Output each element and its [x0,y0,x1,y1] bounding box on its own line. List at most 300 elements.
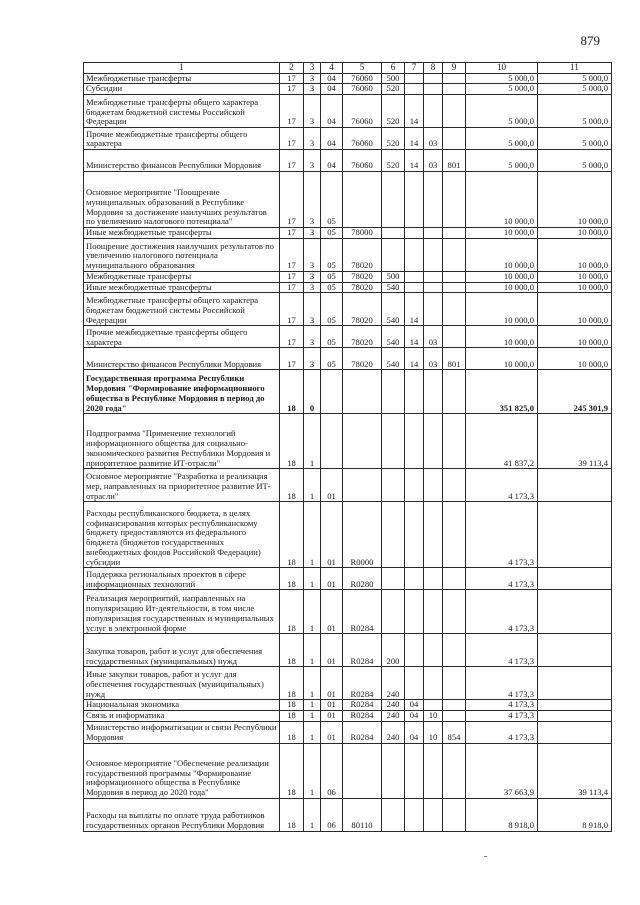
header-cell: 9 [443,63,466,74]
code-4: 04 [321,84,343,95]
code-3: 3 [304,293,321,326]
code-9 [443,370,466,414]
code-8 [424,568,443,590]
amount-2019: 4 173,3 [466,710,538,721]
code-7: 14 [405,95,424,128]
table-row [84,348,612,370]
code-3: 1 [304,469,321,502]
amount-2020 [538,710,612,721]
code-9 [443,700,466,711]
amount-2020: 245 301,9 [538,370,612,414]
code-8: 03 [424,326,443,348]
amount-2020 [538,469,612,502]
code-9: 801 [443,348,466,370]
code-8: 03 [424,348,443,370]
row-name: Межбюджетные трансферты [84,73,280,84]
amount-2019: 8 918,0 [466,798,538,831]
row-name: Связь и информатика [84,710,280,721]
amount-2020: 8 918,0 [538,798,612,831]
code-6 [382,414,405,469]
code-7 [405,667,424,700]
code-4: 01 [321,710,343,721]
table-row [84,326,612,348]
code-6: 520 [382,150,405,172]
row-name: Межбюджетные трансферты общего характера бюджетам бюджетной системы Российской Федерации [84,293,280,326]
code-5: 78020 [343,293,382,326]
header-cell: 11 [538,63,612,74]
code-4: 01 [321,634,343,667]
code-2: 18 [280,469,304,502]
code-6 [382,469,405,502]
code-6 [382,568,405,590]
table-row [84,228,612,239]
code-7 [405,238,424,271]
code-4: 05 [321,348,343,370]
row-name: Иные межбюджетные трансферты [84,282,280,293]
code-5: 78020 [343,271,382,282]
code-3: 3 [304,73,321,84]
code-3: 1 [304,721,321,743]
amount-2019: 10 000,0 [466,228,538,239]
row-name: Закупка товаров, работ и услуг для обеспечения государственных (муниципальных) нужд [84,634,280,667]
code-7 [405,414,424,469]
budget-table [83,62,612,832]
code-2: 18 [280,798,304,831]
code-7 [405,798,424,831]
code-7 [405,282,424,293]
code-5: R0284 [343,634,382,667]
code-9 [443,326,466,348]
code-2: 18 [280,667,304,700]
code-3: 3 [304,84,321,95]
code-3: 3 [304,348,321,370]
code-4: 01 [321,700,343,711]
code-6 [382,172,405,228]
code-5: 76060 [343,150,382,172]
code-8 [424,502,443,568]
code-9 [443,172,466,228]
code-7 [405,73,424,84]
amount-2019: 10 000,0 [466,326,538,348]
row-name: Межбюджетные трансферты [84,271,280,282]
table-row [84,414,612,469]
code-4: 01 [321,502,343,568]
amount-2020: 10 000,0 [538,172,612,228]
code-6: 540 [382,326,405,348]
amount-2019: 5 000,0 [466,95,538,128]
header-cell: 6 [382,63,405,74]
table-row [84,370,612,414]
code-5: 76060 [343,95,382,128]
code-5: R0000 [343,502,382,568]
code-5: 78020 [343,326,382,348]
scan-speck [484,856,487,857]
code-6 [382,798,405,831]
code-4: 01 [321,667,343,700]
code-3: 3 [304,271,321,282]
table-row [84,84,612,95]
code-3: 3 [304,326,321,348]
code-3: 1 [304,743,321,798]
code-3: 3 [304,95,321,128]
code-4: 06 [321,743,343,798]
table-row [84,710,612,721]
code-9 [443,743,466,798]
code-2: 17 [280,293,304,326]
code-8: 03 [424,150,443,172]
table-row [84,95,612,128]
code-6: 240 [382,721,405,743]
table-row [84,293,612,326]
code-9: 854 [443,721,466,743]
row-name: Реализация мероприятий, направленных на популяризацию Ит-деятельности, в том числе популяризация государственных и муниципальных услуг в электронной форме [84,590,280,634]
row-name: Иные закупки товаров, работ и услуг для обеспечения государственных (муниципальных) нужд [84,667,280,700]
code-2: 17 [280,95,304,128]
amount-2019: 4 173,3 [466,590,538,634]
amount-2020: 5 000,0 [538,150,612,172]
table-row [84,271,612,282]
code-8 [424,73,443,84]
code-3: 1 [304,667,321,700]
code-3: 3 [304,128,321,150]
code-9 [443,667,466,700]
code-2: 18 [280,700,304,711]
code-9 [443,84,466,95]
code-7 [405,634,424,667]
row-name: Министерство информатизации и связи Республики Мордовия [84,721,280,743]
amount-2019: 4 173,3 [466,667,538,700]
code-6 [382,502,405,568]
code-5: 78000 [343,228,382,239]
code-8 [424,634,443,667]
code-5: 78020 [343,348,382,370]
code-8 [424,700,443,711]
code-3: 3 [304,172,321,228]
code-4: 05 [321,282,343,293]
header-cell: 5 [343,63,382,74]
code-2: 18 [280,414,304,469]
amount-2020 [538,502,612,568]
code-5: R0284 [343,721,382,743]
code-9 [443,95,466,128]
code-9 [443,228,466,239]
code-4: 04 [321,95,343,128]
amount-2020 [538,590,612,634]
code-7 [405,271,424,282]
code-5: R0284 [343,667,382,700]
amount-2019: 5 000,0 [466,84,538,95]
code-7: 04 [405,721,424,743]
code-2: 18 [280,370,304,414]
code-6 [382,590,405,634]
table-row [84,700,612,711]
code-7 [405,228,424,239]
amount-2019: 4 173,3 [466,469,538,502]
code-7 [405,469,424,502]
code-7 [405,568,424,590]
code-9 [443,634,466,667]
amount-2020: 10 000,0 [538,293,612,326]
code-9 [443,73,466,84]
code-5: R0284 [343,700,382,711]
code-4: 05 [321,238,343,271]
amount-2020: 5 000,0 [538,95,612,128]
code-7: 04 [405,710,424,721]
table-row [84,172,612,228]
amount-2019: 10 000,0 [466,282,538,293]
table-body [84,63,612,832]
code-3: 3 [304,282,321,293]
amount-2020 [538,700,612,711]
row-name: Межбюджетные трансферты общего характера бюджетам бюджетной системы Российской Федерации [84,95,280,128]
code-9 [443,502,466,568]
amount-2020 [538,568,612,590]
amount-2019: 4 173,3 [466,634,538,667]
code-4: 05 [321,326,343,348]
code-5: 76060 [343,84,382,95]
code-4: 04 [321,150,343,172]
amount-2019: 10 000,0 [466,172,538,228]
table-row [84,150,612,172]
code-5: 80110 [343,798,382,831]
amount-2020: 5 000,0 [538,128,612,150]
amount-2020: 39 113,4 [538,414,612,469]
code-6: 540 [382,293,405,326]
amount-2020: 10 000,0 [538,271,612,282]
row-name: Основное мероприятие "Поощрение муниципальных образований в Республике Мордовия за достижение наилучших результатов по увеличению налогового потенциала" [84,172,280,228]
row-name: Министерство финансов Республики Мордовия [84,348,280,370]
table-row [84,590,612,634]
page-number: 879 [580,33,600,48]
row-name: Государственная программа Республики Мордовия "Формирование информационного общества в Республике Мордовия в период до 2020 года" [84,370,280,414]
code-7: 14 [405,348,424,370]
code-7 [405,370,424,414]
code-3: 3 [304,150,321,172]
code-9 [443,128,466,150]
row-name: Прочие межбюджетные трансферты общего характера [84,326,280,348]
table-row [84,238,612,271]
code-2: 18 [280,743,304,798]
amount-2020: 10 000,0 [538,282,612,293]
code-2: 17 [280,150,304,172]
row-name: Подпрограмма "Применение технологий информационного общества для социально-экономического развития Республики Мордовия и приоритетное развитие ИТ-отрасли" [84,414,280,469]
code-2: 17 [280,238,304,271]
code-3: 1 [304,710,321,721]
code-3: 1 [304,798,321,831]
code-9 [443,710,466,721]
code-2: 17 [280,271,304,282]
code-5: R0280 [343,568,382,590]
code-8: 03 [424,128,443,150]
code-5: 78020 [343,282,382,293]
header-cell: 10 [466,63,538,74]
code-6: 240 [382,700,405,711]
amount-2019: 5 000,0 [466,128,538,150]
code-5 [343,743,382,798]
code-9 [443,238,466,271]
code-6: 240 [382,710,405,721]
code-7 [405,502,424,568]
amount-2019: 5 000,0 [466,73,538,84]
header-row [84,63,612,74]
code-6: 540 [382,348,405,370]
table-row [84,73,612,84]
code-2: 17 [280,282,304,293]
header-cell: 2 [280,63,304,74]
table-row [84,798,612,831]
table-row [84,743,612,798]
code-3: 1 [304,590,321,634]
code-4 [321,414,343,469]
table-row [84,721,612,743]
code-8 [424,370,443,414]
code-3: 3 [304,238,321,271]
table-row [84,469,612,502]
code-7: 14 [405,128,424,150]
code-8 [424,414,443,469]
code-8 [424,590,443,634]
code-7 [405,84,424,95]
code-9: 801 [443,150,466,172]
code-6 [382,228,405,239]
code-3: 0 [304,370,321,414]
table-row [84,502,612,568]
code-8 [424,84,443,95]
amount-2019: 37 663,9 [466,743,538,798]
row-name: Основное мероприятие "Обеспечение реализации государственной программы "Формирование информационного общества в Республике Мордовия в период до 2020 года" [84,743,280,798]
code-7: 14 [405,326,424,348]
code-2: 17 [280,73,304,84]
amount-2019: 10 000,0 [466,238,538,271]
amount-2019: 5 000,0 [466,150,538,172]
code-8 [424,271,443,282]
amount-2019: 4 173,3 [466,568,538,590]
row-name: Расходы на выплаты по оплате труда работников государственных органов Республики Мордовия [84,798,280,831]
amount-2020 [538,721,612,743]
code-4: 05 [321,271,343,282]
code-4: 01 [321,568,343,590]
code-3: 1 [304,414,321,469]
code-4: 05 [321,293,343,326]
code-6: 200 [382,634,405,667]
code-9 [443,469,466,502]
code-6: 500 [382,73,405,84]
code-7 [405,172,424,228]
amount-2020: 10 000,0 [538,348,612,370]
code-5: R0284 [343,590,382,634]
table-row [84,128,612,150]
code-4: 05 [321,228,343,239]
table-row [84,634,612,667]
code-3: 1 [304,568,321,590]
code-8: 10 [424,721,443,743]
row-name: Основное мероприятие "Разработка и реализация мер, направленных на приоритетное развитие ИТ-отрасли" [84,469,280,502]
code-4: 01 [321,721,343,743]
code-4: 04 [321,73,343,84]
code-4: 01 [321,590,343,634]
code-8 [424,469,443,502]
code-5: 76060 [343,128,382,150]
code-5 [343,469,382,502]
code-6 [382,370,405,414]
amount-2019: 41 837,2 [466,414,538,469]
row-name: Прочие межбюджетные трансферты общего характера [84,128,280,150]
code-7: 04 [405,700,424,711]
code-8 [424,282,443,293]
code-6: 520 [382,128,405,150]
amount-2019: 10 000,0 [466,271,538,282]
code-8 [424,293,443,326]
row-name: Субсидии [84,84,280,95]
amount-2019: 10 000,0 [466,293,538,326]
code-7 [405,743,424,798]
table-row [84,667,612,700]
code-8 [424,228,443,239]
code-6 [382,238,405,271]
code-9 [443,590,466,634]
code-8 [424,95,443,128]
header-cell: 1 [84,63,280,74]
code-7: 14 [405,150,424,172]
header-cell: 8 [424,63,443,74]
code-8 [424,172,443,228]
row-name: Поддержка региональных проектов в сфере информационных технологий [84,568,280,590]
code-5: 76060 [343,73,382,84]
amount-2020 [538,667,612,700]
amount-2019: 10 000,0 [466,348,538,370]
code-6: 520 [382,95,405,128]
amount-2019: 4 173,3 [466,502,538,568]
code-4: 04 [321,128,343,150]
code-5 [343,172,382,228]
table-row [84,568,612,590]
amount-2020: 10 000,0 [538,228,612,239]
code-8 [424,743,443,798]
header-cell: 4 [321,63,343,74]
amount-2020: 5 000,0 [538,73,612,84]
code-2: 17 [280,326,304,348]
amount-2019: 351 825,0 [466,370,538,414]
code-6 [382,743,405,798]
code-2: 17 [280,84,304,95]
code-3: 1 [304,700,321,711]
code-6: 240 [382,667,405,700]
code-6: 520 [382,84,405,95]
code-9 [443,568,466,590]
code-4: 05 [321,172,343,228]
code-5 [343,370,382,414]
row-name: Министерство финансов Республики Мордовия [84,150,280,172]
amount-2019: 4 173,3 [466,721,538,743]
code-4 [321,370,343,414]
code-6: 540 [382,282,405,293]
code-2: 18 [280,710,304,721]
row-name: Национальная экономика [84,700,280,711]
row-name: Расходы республиканского бюджета, в целях софинансирования которых республиканскому бюджету предоставляются из федерального бюджета (бюджетов государственных внебюджетных фондов Российской Федерации) субсидии [84,502,280,568]
code-5 [343,414,382,469]
code-7: 14 [405,293,424,326]
code-2: 17 [280,228,304,239]
code-7 [405,590,424,634]
code-9 [443,271,466,282]
code-2: 18 [280,721,304,743]
code-2: 17 [280,128,304,150]
code-9 [443,414,466,469]
amount-2020: 10 000,0 [538,326,612,348]
amount-2020: 10 000,0 [538,238,612,271]
code-2: 18 [280,590,304,634]
code-8 [424,238,443,271]
